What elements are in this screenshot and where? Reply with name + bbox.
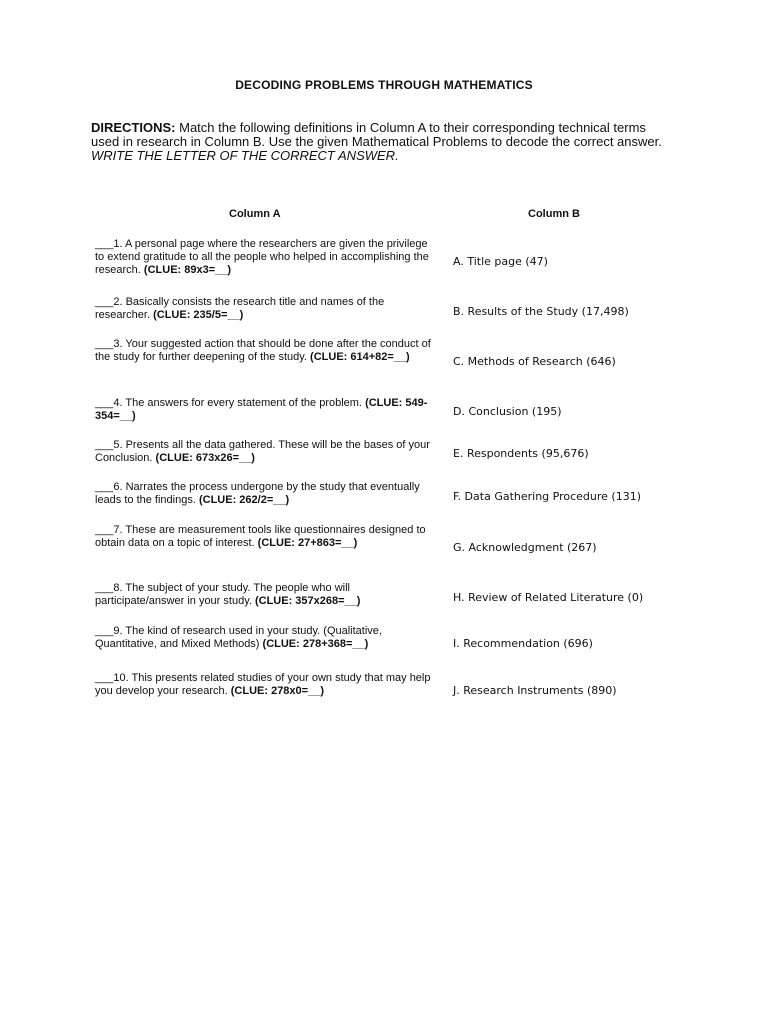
item-text: ___10. This presents related studies of your own study that may help you develop your research. <box>95 672 431 697</box>
directions <box>91 121 671 163</box>
column-a-item-10 <box>95 672 435 698</box>
column-a-item-6 <box>95 481 435 507</box>
item-text: ___4. The answers for every statement of the problem. <box>95 397 366 409</box>
item-clue: (CLUE: 27+863=__) <box>257 537 358 549</box>
item-text: ___9. The kind of research used in your study. (Qualitative, Quantitative, and Mixed Methods) <box>95 625 382 650</box>
column-a-header: Column A <box>229 208 281 220</box>
column-b-option-f: F. Data Gathering Procedure (131) <box>453 490 642 503</box>
item-clue: (CLUE: 614+82=__) <box>310 351 410 363</box>
column-b-option-d: D. Conclusion (195) <box>453 405 562 418</box>
item-clue: (CLUE: 278+368=__) <box>262 638 369 650</box>
directions-text: Match the following definitions in Column A to their corresponding technical terms used in research in Column B. Use the given Mathematical Problems to decode the correct answer. <box>91 120 662 149</box>
item-clue: (CLUE: 549-354=__) <box>95 397 428 422</box>
column-b-option-c: C. Methods of Research (646) <box>453 355 616 368</box>
item-text: ___5. Presents all the data gathered. These will be the bases of your Conclusion. <box>95 439 430 464</box>
directions-emphasis: WRITE THE LETTER OF THE CORRECT ANSWER. <box>91 148 399 163</box>
column-a-item-2 <box>95 296 435 322</box>
item-text: ___6. Narrates the process undergone by the study that eventually leads to the findings. <box>95 481 420 506</box>
item-text: ___8. The subject of your study. The people who will participate/answer in your study. <box>95 582 350 607</box>
item-text: ___1. A personal page where the researchers are given the privilege to extend gratitude to all the people who helped in accomplishing the research. <box>95 238 429 276</box>
column-a-item-9 <box>95 625 435 651</box>
item-clue: (CLUE: 235/5=__) <box>153 309 244 321</box>
column-a-item-3 <box>95 338 435 364</box>
directions-label: DIRECTIONS: <box>91 120 176 135</box>
item-clue: (CLUE: 357x268=__) <box>254 595 361 607</box>
item-text: ___2. Basically consists the research title and names of the researcher. <box>95 296 385 321</box>
item-text: ___3. Your suggested action that should be done after the conduct of the study for further deepening of the study. <box>95 338 431 363</box>
item-clue: (CLUE: 89x3=__) <box>143 264 232 276</box>
column-b-option-i: I. Recommendation (696) <box>453 637 593 650</box>
column-b-option-b: B. Results of the Study (17,498) <box>453 305 629 318</box>
column-a-item-8 <box>95 582 435 608</box>
column-b-header: Column B <box>528 208 580 220</box>
column-b-option-a: A. Title page (47) <box>453 255 548 268</box>
column-a-item-5 <box>95 439 435 465</box>
item-clue: (CLUE: 278x0=__) <box>230 685 324 697</box>
column-a-item-1 <box>95 238 435 277</box>
item-clue: (CLUE: 262/2=__) <box>198 494 290 506</box>
item-clue: (CLUE: 673x26=__) <box>155 452 255 464</box>
page-title: DECODING PROBLEMS THROUGH MATHEMATICS <box>235 78 533 92</box>
column-b-option-g: G. Acknowledgment (267) <box>453 541 597 554</box>
column-a-item-4 <box>95 397 435 423</box>
column-a-item-7 <box>95 524 435 550</box>
column-b-option-e: E. Respondents (95,676) <box>453 447 589 460</box>
column-b-option-j: J. Research Instruments (890) <box>453 684 617 697</box>
item-text: ___7. These are measurement tools like questionnaires designed to obtain data on a topic of interest. <box>95 524 426 549</box>
column-b-option-h: H. Review of Related Literature (0) <box>453 591 644 604</box>
